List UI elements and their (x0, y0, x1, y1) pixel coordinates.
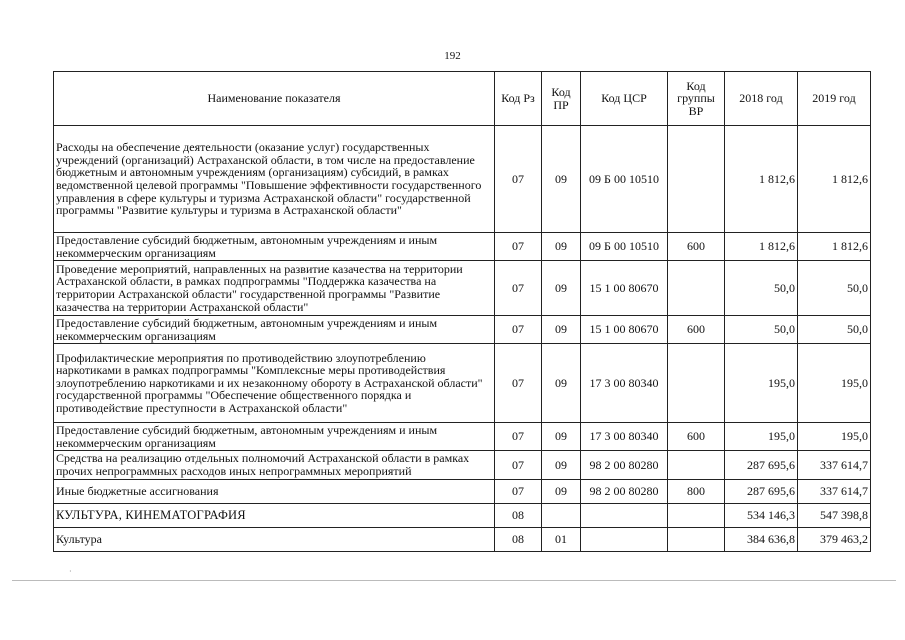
header-2019: 2019 год (798, 72, 871, 126)
row-2019: 337 614,7 (798, 480, 871, 504)
row-pr: 01 (542, 528, 581, 552)
row-2019: 50,0 (798, 316, 871, 344)
row-2019: 195,0 (798, 423, 871, 451)
row-name: Предоставление субсидий бюджетным, автономным учреждениям и иным некоммерческим организациям (54, 423, 495, 451)
row-rz: 07 (495, 316, 542, 344)
row-vr (668, 126, 725, 233)
row-2018: 1 812,6 (725, 126, 798, 233)
scan-speck: · (69, 567, 72, 576)
page-bottom-divider (12, 580, 896, 581)
row-2019: 1 812,6 (798, 233, 871, 261)
row-2018: 384 636,8 (725, 528, 798, 552)
row-2018: 195,0 (725, 344, 798, 423)
row-pr: 09 (542, 233, 581, 261)
row-name: Предоставление субсидий бюджетным, автономным учреждениям и иным некоммерческим организациям (54, 233, 495, 261)
row-csr: 09 Б 00 10510 (581, 126, 668, 233)
row-rz: 07 (495, 451, 542, 480)
row-rz: 07 (495, 126, 542, 233)
header-vr: Код группы ВР (668, 72, 725, 126)
row-vr (668, 504, 725, 528)
row-rz: 08 (495, 504, 542, 528)
table-row (54, 233, 871, 261)
row-2018: 195,0 (725, 423, 798, 451)
table-row (54, 504, 871, 528)
row-2018: 1 812,6 (725, 233, 798, 261)
row-2018: 287 695,6 (725, 451, 798, 480)
row-2018: 50,0 (725, 316, 798, 344)
row-name: Предоставление субсидий бюджетным, автономным учреждениям и иным некоммерческим организациям (54, 316, 495, 344)
row-name: Культура (54, 528, 495, 552)
row-2019: 195,0 (798, 344, 871, 423)
row-rz: 07 (495, 233, 542, 261)
row-rz: 07 (495, 423, 542, 451)
row-pr: 09 (542, 480, 581, 504)
row-csr: 17 3 00 80340 (581, 344, 668, 423)
row-vr: 800 (668, 480, 725, 504)
row-csr: 98 2 00 80280 (581, 480, 668, 504)
row-pr: 09 (542, 316, 581, 344)
table-row (54, 480, 871, 504)
header-row (54, 72, 871, 126)
row-vr: 600 (668, 233, 725, 261)
table-row (54, 261, 871, 316)
header-csr: Код ЦСР (581, 72, 668, 126)
row-csr: 15 1 00 80670 (581, 316, 668, 344)
row-name: Проведение мероприятий, направленных на развитие казачества на территории Астраханской области, в рамках подпрограммы "Поддержка казачества на территории Астраханской области" государственной программы "Развитие казачества на территории Астраханской области" (54, 261, 495, 316)
table-row (54, 316, 871, 344)
table-row (54, 528, 871, 552)
row-2019: 50,0 (798, 261, 871, 316)
header-name: Наименование показателя (54, 72, 495, 126)
row-rz: 07 (495, 344, 542, 423)
row-csr: 98 2 00 80280 (581, 451, 668, 480)
row-2018: 287 695,6 (725, 480, 798, 504)
page-number: 192 (444, 50, 461, 62)
row-vr: 600 (668, 316, 725, 344)
row-pr: 09 (542, 126, 581, 233)
row-2019: 1 812,6 (798, 126, 871, 233)
row-2018: 534 146,3 (725, 504, 798, 528)
row-csr: 17 3 00 80340 (581, 423, 668, 451)
row-csr: 09 Б 00 10510 (581, 233, 668, 261)
row-name: Расходы на обеспечение деятельности (оказание услуг) государственных учреждений (организаций) Астраханской области, в том числе на предоставление бюджетным и автономным учреждениям (организациям) субсидий, в рамках ведомственной целевой программы "Повышение эффективности государственного управления в сфере культуры и туризма Астраханской области" государственной программы "Развитие культуры и туризма в Астраханской области" (54, 126, 495, 233)
row-pr: 09 (542, 451, 581, 480)
row-vr: 600 (668, 423, 725, 451)
header-rz: Код Рз (495, 72, 542, 126)
header-2018: 2018 год (725, 72, 798, 126)
header-pr: Код ПР (542, 72, 581, 126)
row-rz: 07 (495, 261, 542, 316)
row-rz: 08 (495, 528, 542, 552)
row-csr (581, 504, 668, 528)
row-csr: 15 1 00 80670 (581, 261, 668, 316)
table-row (54, 451, 871, 480)
row-vr (668, 528, 725, 552)
row-pr: 09 (542, 344, 581, 423)
row-name: КУЛЬТУРА, КИНЕМАТОГРАФИЯ (54, 504, 495, 528)
row-2019: 337 614,7 (798, 451, 871, 480)
budget-table (53, 71, 871, 552)
row-vr (668, 451, 725, 480)
row-pr (542, 504, 581, 528)
row-pr: 09 (542, 423, 581, 451)
row-name: Профилактические мероприятия по противодействию злоупотреблению наркотиками в рамках подпрограммы "Комплексные меры противодействия злоупотреблению наркотиками и их незаконному обороту в Астраханской области" государственной программы "Обеспечение общественного порядка и противодействие преступности в Астраханской области" (54, 344, 495, 423)
table-row (54, 126, 871, 233)
row-vr (668, 344, 725, 423)
row-2019: 379 463,2 (798, 528, 871, 552)
row-2019: 547 398,8 (798, 504, 871, 528)
row-name: Средства на реализацию отдельных полномочий Астраханской области в рамках прочих непрограммных расходов иных непрограммных мероприятий (54, 451, 495, 480)
row-name: Иные бюджетные ассигнования (54, 480, 495, 504)
table-row (54, 423, 871, 451)
row-2018: 50,0 (725, 261, 798, 316)
table-row (54, 344, 871, 423)
row-csr (581, 528, 668, 552)
row-pr: 09 (542, 261, 581, 316)
row-rz: 07 (495, 480, 542, 504)
row-vr (668, 261, 725, 316)
